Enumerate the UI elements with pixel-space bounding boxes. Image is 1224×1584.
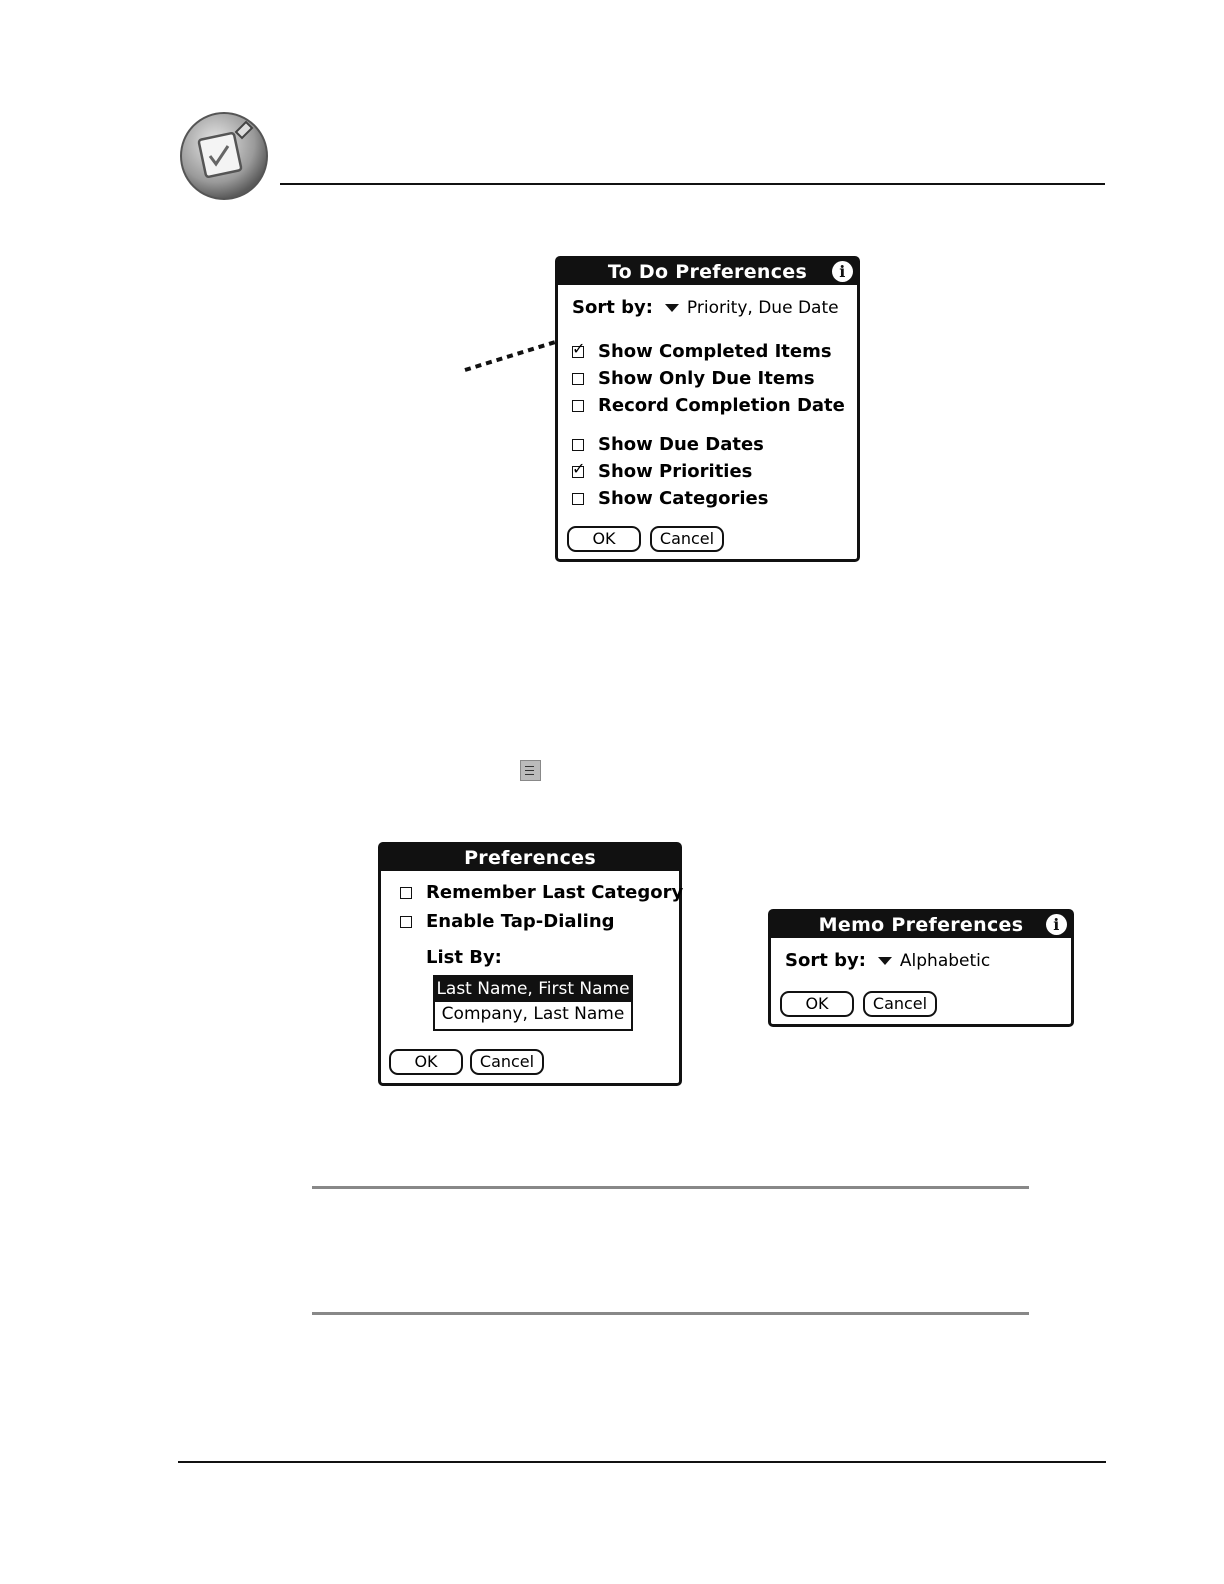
cancel-button[interactable]: Cancel <box>863 991 937 1017</box>
checkbox[interactable] <box>572 373 584 385</box>
sort-by-value[interactable]: Alphabetic <box>899 950 991 971</box>
cancel-button[interactable]: Cancel <box>650 526 724 552</box>
checkbox[interactable] <box>572 458 586 478</box>
sort-by-value[interactable]: Priority, Due Date <box>686 297 839 318</box>
dialog-title-bar <box>558 259 857 285</box>
option-remember-category[interactable] <box>400 882 683 903</box>
checkmark-icon: ✓ <box>572 338 586 358</box>
list-by-list <box>433 975 633 1031</box>
checkmark-icon: ✓ <box>572 458 586 478</box>
list-item[interactable]: Company, Last Name <box>441 1004 625 1024</box>
dropdown-triangle-icon[interactable] <box>665 304 679 312</box>
option-show-completed[interactable] <box>572 338 832 362</box>
cancel-button[interactable]: Cancel <box>470 1049 544 1075</box>
info-icon[interactable]: i <box>1046 914 1067 935</box>
ok-button[interactable]: OK <box>389 1049 463 1075</box>
list-item-selected[interactable]: Last Name, First Name <box>435 977 631 1002</box>
ok-button[interactable]: OK <box>567 526 641 552</box>
note-top-rule <box>312 1186 1029 1189</box>
todo-preferences-dialog <box>555 256 860 562</box>
note-bottom-rule <box>312 1312 1029 1315</box>
dialog-title-bar <box>381 845 679 871</box>
option-label: Enable Tap-Dialing <box>426 911 615 932</box>
list-by-row <box>426 947 502 968</box>
option-label: Record Completion Date <box>598 395 845 416</box>
dialog-title: To Do Preferences <box>607 261 808 283</box>
menu-icon <box>520 760 541 781</box>
dialog-title: Memo Preferences <box>818 914 1024 936</box>
checkbox[interactable] <box>400 887 412 899</box>
option-label: Remember Last Category <box>426 882 684 903</box>
footer-rule <box>178 1461 1106 1463</box>
ok-button[interactable]: OK <box>780 991 854 1017</box>
option-tap-dialing[interactable] <box>400 911 615 932</box>
dialog-title: Preferences <box>464 847 596 869</box>
memo-preferences-dialog <box>768 909 1074 1027</box>
option-show-categories[interactable] <box>572 488 768 509</box>
checkbox[interactable] <box>572 338 586 358</box>
sort-by-row <box>785 950 990 971</box>
list-by-label: List By: <box>426 947 502 968</box>
option-show-due-dates[interactable] <box>572 434 764 455</box>
sort-by-label: Sort by: <box>785 950 866 971</box>
dialog-title-bar <box>771 912 1071 938</box>
sort-by-label: Sort by: <box>572 297 653 318</box>
option-show-priorities[interactable] <box>572 458 753 482</box>
option-label: Show Completed Items <box>598 341 832 362</box>
checkbox[interactable] <box>572 493 584 505</box>
sort-by-row <box>572 297 839 318</box>
option-show-only-due[interactable] <box>572 368 815 389</box>
option-label: Show Only Due Items <box>598 368 815 389</box>
address-preferences-dialog <box>378 842 682 1086</box>
dropdown-triangle-icon[interactable] <box>878 957 892 965</box>
checkbox[interactable] <box>572 439 584 451</box>
option-label: Show Due Dates <box>598 434 764 455</box>
option-record-completion[interactable] <box>572 395 845 416</box>
option-label: Show Categories <box>598 488 769 509</box>
option-label: Show Priorities <box>598 461 753 482</box>
header-rule <box>280 183 1105 185</box>
todo-app-logo-icon <box>178 110 270 202</box>
checkbox[interactable] <box>572 400 584 412</box>
info-icon[interactable]: i <box>832 261 853 282</box>
checkbox[interactable] <box>400 916 412 928</box>
